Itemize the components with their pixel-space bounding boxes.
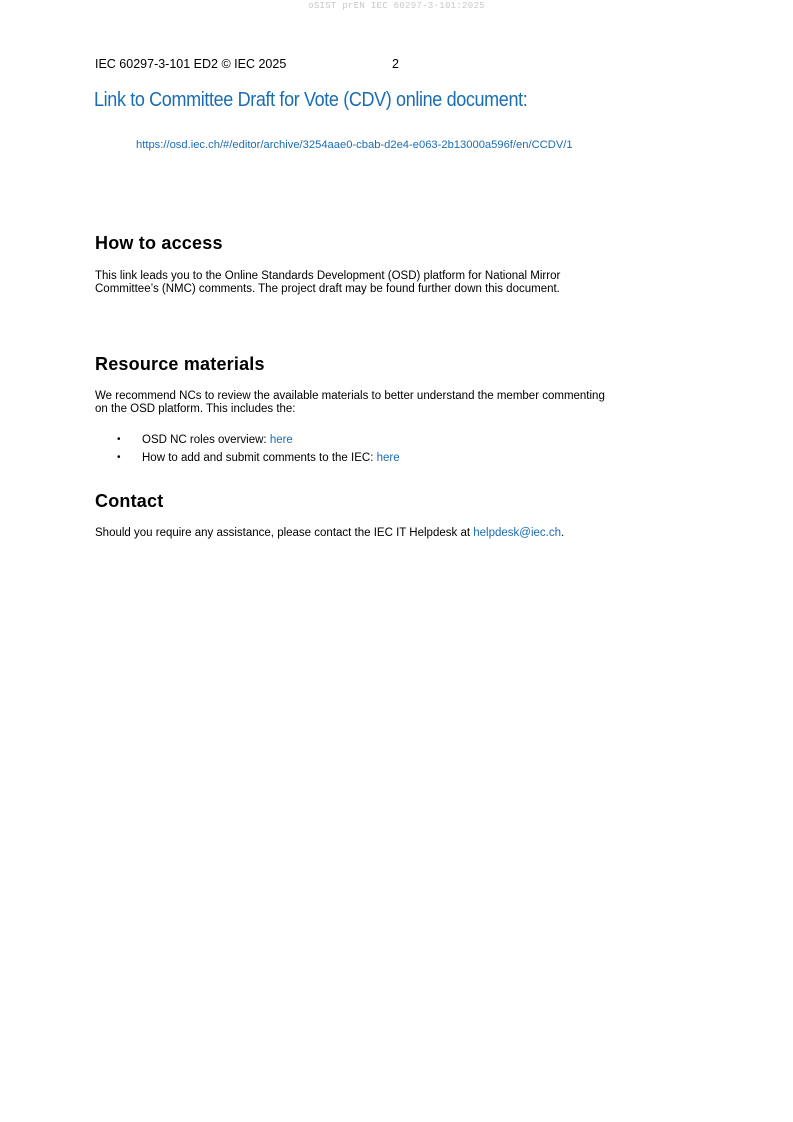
page-header	[95, 57, 399, 71]
contact-sentence: Should you require any assistance, please contact the IEC IT Helpdesk at	[95, 527, 474, 539]
resource-materials-line-1: We recommend NCs to review the available materials to better understand the member commenting	[95, 390, 605, 402]
how-to-access-line-1: This link leads you to the Online Standards Development (OSD) platform for National Mirror	[95, 270, 561, 282]
resource-materials-line-2: on the OSD platform. This includes the:	[95, 402, 296, 415]
how-to-access-heading: How to access	[95, 233, 223, 253]
helpdesk-email-link[interactable]: helpdesk@iec.ch	[473, 527, 561, 539]
cdv-document-link[interactable]: https://osd.iec.ch/#/editor/archive/3254aae0-cbab-d2e4-e063-2b13000a596f/en/CCDV/1	[136, 139, 573, 151]
contact-text	[95, 527, 715, 540]
resource-list	[95, 433, 400, 469]
document-watermark: oSIST prEN IEC 60297-3-101:2025	[308, 1, 485, 11]
contact-suffix: .	[560, 527, 565, 539]
resource-materials-text	[95, 390, 715, 415]
list-item	[95, 433, 400, 451]
contact-heading: Contact	[95, 491, 164, 511]
resource-item-label: OSD NC roles overview:	[142, 434, 270, 446]
bullet-icon: •	[117, 434, 121, 445]
cdv-link-heading: Link to Committee Draft for Vote (CDV) online document:	[94, 89, 528, 111]
document-reference: IEC 60297-3-101 ED2 © IEC 2025	[95, 57, 287, 71]
resource-materials-heading: Resource materials	[95, 354, 265, 374]
osd-roles-link[interactable]: here	[269, 434, 293, 446]
list-item	[95, 451, 400, 469]
bullet-icon: •	[117, 452, 121, 463]
submit-comments-link[interactable]: here	[376, 452, 400, 464]
resource-item-label: How to add and submit comments to the IEC:	[142, 452, 377, 464]
how-to-access-line-2: Committee’s (NMC) comments. The project draft may be found further down this document.	[95, 282, 560, 295]
page-number: 2	[392, 57, 399, 71]
how-to-access-text	[95, 270, 715, 295]
